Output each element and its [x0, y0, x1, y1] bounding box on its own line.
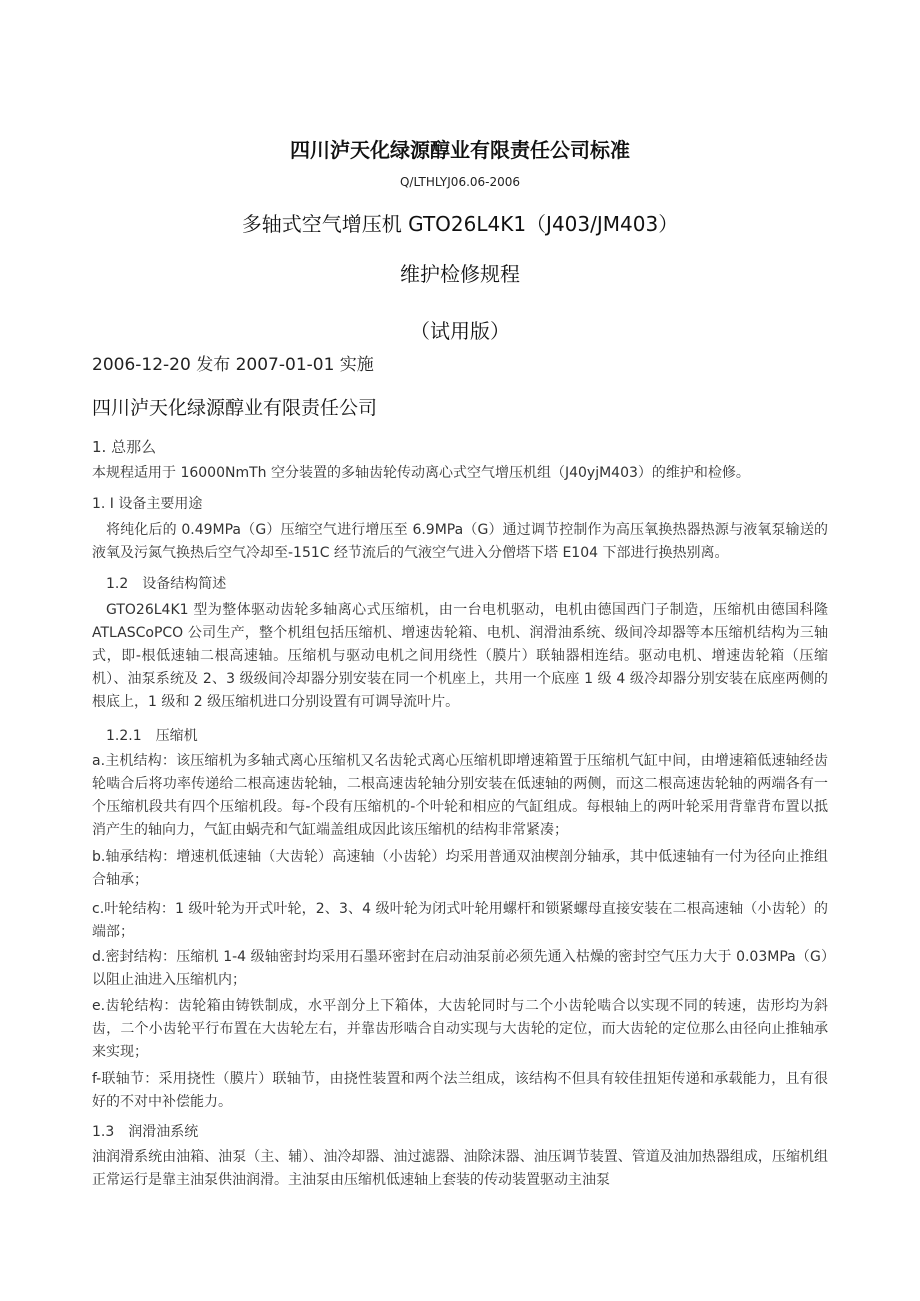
company-name: 四川泸天化绿源醇业有限责任公司: [92, 397, 378, 419]
section-1-1-text: 将纯化后的 0.49MPa（G）压缩空气进行增压至 6.9MPa（G）通过调节控制作为高压氧换热器热源与液氧泵输送的液氧及污氮气换热后空气冷却至-151C 经节流后的气液空气进入分僧塔下塔 E104 下部进行换热别离。: [92, 522, 828, 561]
machine-title: 多轴式空气增压机 GTO26L4K1（J403/JM403）: [241, 212, 679, 236]
section-1-3-text: 油润滑系统由油箱、油泵（主、辅）、油冷却器、油过滤器、油除沫器、油压调节装置、管道及油加热器组成，压缩机组正常运行是靠主油泵供油润滑。主油泵由压缩机低速轴上套装的传动装置驱动主油泵: [92, 1149, 828, 1188]
item-c-impeller-structure: c.叶轮结构：1 级叶轮为开式叶轮，2、3、4 级叶轮为闭式叶轮用螺杆和锁紧螺母直接安装在二根高速轴（小齿轮）的端部；: [92, 901, 828, 940]
document-title: 维护检修规程: [400, 262, 520, 286]
item-a-main-structure: a.主机结构：该压缩机为多轴式离心压缩机又名齿轮式离心压缩机即增速箱置于压缩机气缸中间，由增速箱低速轴经齿轮啮合后将功率传递给二根高速齿轮轴，二根高速齿轮轴分别安装在低速轴的两侧，而这二根高速齿轮轴的两端各有一个压缩机段共有四个压缩机段。每-个段有压缩机的-个叶轮和相应的气缸组成。每根轴上的两叶轮采用背靠背布置以抵消产生的轴向力，气缸由蜗壳和气缸端盖组成因此该压缩机的结构非常紧凑；: [92, 753, 828, 838]
item-e-gear-structure: e.齿轮结构：齿轮箱由铸铁制成，水平剖分上下箱体，大齿轮同时与二个小齿轮啮合以实现不同的转速，齿形均为斜齿，二个小齿轮平行布置在大齿轮左右，并靠齿形啮合自动实现与大齿轮的定位，而大齿轮的定位那么由径向止推轴承来实现；: [92, 998, 828, 1060]
standard-code: Q/LTHLYJ06.06-2006: [399, 175, 521, 189]
section-1-1-heading: 1. I 设备主要用途: [92, 496, 203, 512]
publish-dates: 2006-12-20 发布 2007-01-01 实施: [92, 355, 374, 375]
section-1-text: 本规程适用于 16000NmTh 空分装置的多轴齿轮传动离心式空气增压机组（J40yjM403）的维护和检修。: [92, 465, 750, 481]
section-1-2-heading: 1.2 设备结构简述: [106, 576, 227, 592]
item-d-seal-structure: d.密封结构：压缩机 1-4 级轴密封均采用石墨环密封在启动油泵前必须先通入枯燥的密封空气压力大于 0.03MPa（G）以阻止油进入压缩机内；: [92, 949, 828, 988]
edition-label: （试用版）: [410, 319, 510, 343]
section-1-3-heading: 1.3 润滑油系统: [92, 1124, 199, 1140]
item-f-coupling: f-联轴节：采用挠性（膜片）联轴节，由挠性装置和两个法兰组成，该结构不但具有较佳扭矩传递和承载能力，且有很好的不对中补偿能力。: [92, 1071, 828, 1110]
item-b-bearing-structure: b.轴承结构：增速机低速轴（大齿轮）高速轴（小齿轮）均采用普通双油楔剖分轴承，其中低速轴有一付为径向止推组合轴承；: [92, 849, 828, 888]
section-1-2-text: GTO26L4K1 型为整体驱动齿轮多轴离心式压缩机，由一台电机驱动，电机由德国西门子制造，压缩机由德国科隆 ATLASCoPCO 公司生产，整个机组包括压缩机、增速齿轮箱、电机、润滑油系统、级间冷却器等本压缩机结构为三轴式，即-根低速轴二根高速轴。压缩机与驱动电机之间用绕性（膜片）联轴器相连结。驱动电机、增速齿轮箱（压缩机）、油泵系统及 2、3 级级间冷却器分别安装在同一个机座上，共用一个底座 1 级 4 级冷却器分别安装在底座两侧的根底上，1 级和 2 级压缩机进口分别设置有可调导流叶片。: [92, 602, 828, 710]
standard-title: 四川泸天化绿源醇业有限责任公司标准: [290, 138, 630, 162]
section-1-heading: 1. 总那么: [92, 438, 157, 456]
section-1-2-1-heading: 1.2.1 压缩机: [106, 728, 198, 744]
